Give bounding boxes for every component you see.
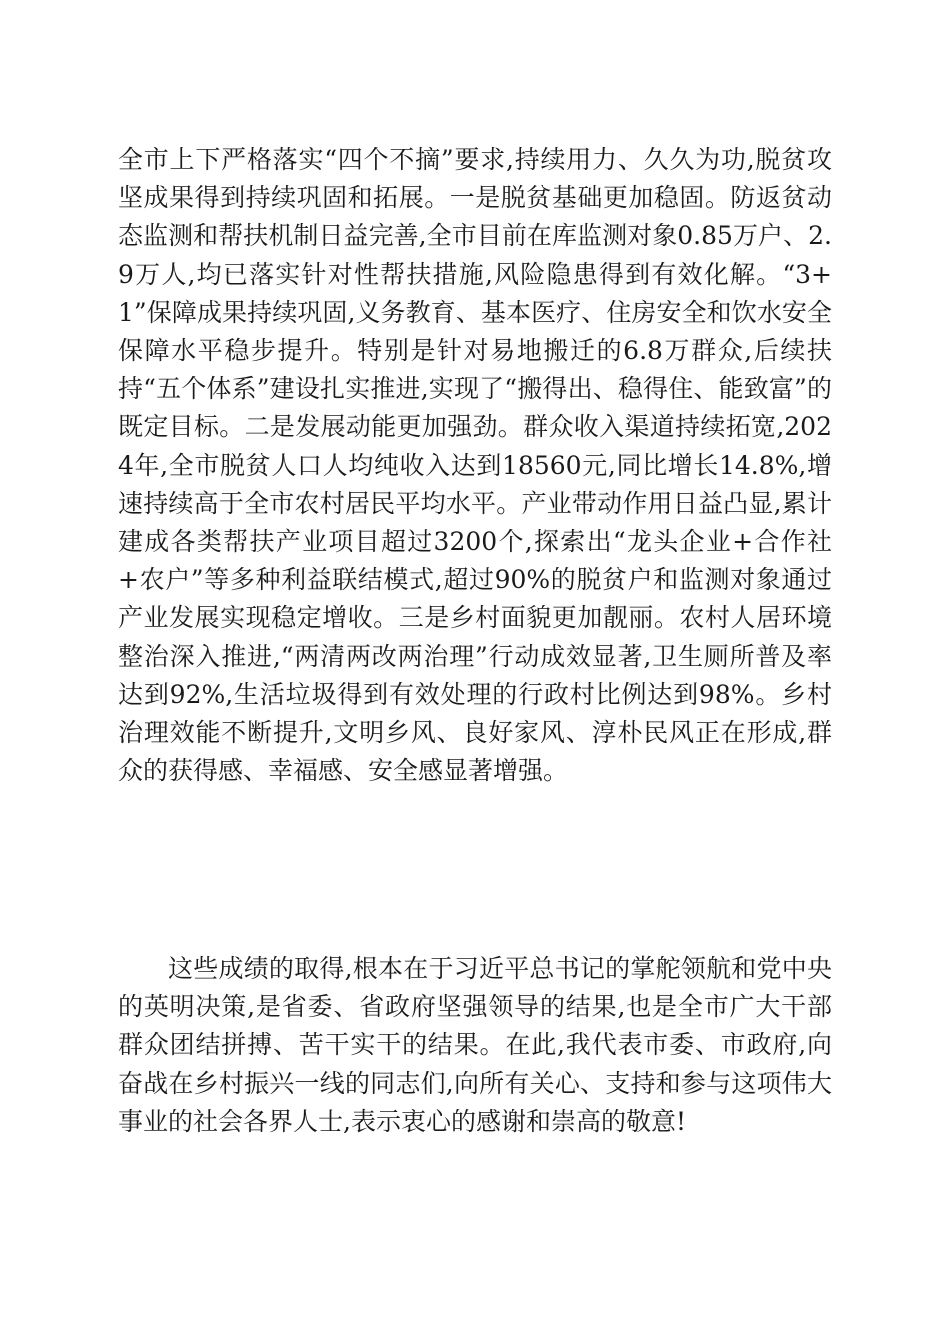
body-paragraph: 这些成绩的取得,根本在于习近平总书记的掌舵领航和党中央的英明决策,是省委、省政府坚强领导的结果,也是全市广大干部群众团结拼搏、苦干实干的结果。在此,我代表市委、市政府,向奋战在乡村振兴一线的同志们,向所有关心、支持和参与这项伟大事业的社会各界人士,表示衷心的感谢和崇高的敬意! (118, 954, 832, 1136)
body-paragraph: 全市上下严格落实“四个不摘”要求,持续用力、久久为功,脱贫攻坚成果得到持续巩固和拓展。一是脱贫基础更加稳固。防返贫动态监测和帮扶机制日益完善,全市目前在库监测对象0.85万户、2.9万人,均已落实针对性帮扶措施,风险隐患得到有效化解。“3+1”保障成果持续巩固,义务教育、基本医疗、住房安全和饮水安全保障水平稳步提升。特别是针对易地搬迁的6.8万群众,后续扶持“五个体系”建设扎实推进,实现了“搬得出、稳得住、能致富”的既定目标。二是发展动能更加强劲。群众收入渠道持续拓宽,2024年,全市脱贫人口人均纯收入达到18560元,同比增长14.8%,增速持续高于全市农村居民平均水平。产业带动作用日益凸显,累计建成各类帮扶产业项目超过3200个,探索出“龙头企业+合作社+农户”等多种利益联结模式,超过90%的脱贫户和监测对象通过产业发展实现稳定增收。三是乡村面貌更加靓丽。农村人居环境整治深入推进,“两清两改两治理”行动成效显著,卫生厕所普及率达到92%,生活垃圾得到有效处理的行政村比例达到98%。乡村治理效能不断提升,文明乡风、良好家风、淳朴民风正在形成,群众的获得感、幸福感、安全感显著增强。 (118, 145, 832, 786)
